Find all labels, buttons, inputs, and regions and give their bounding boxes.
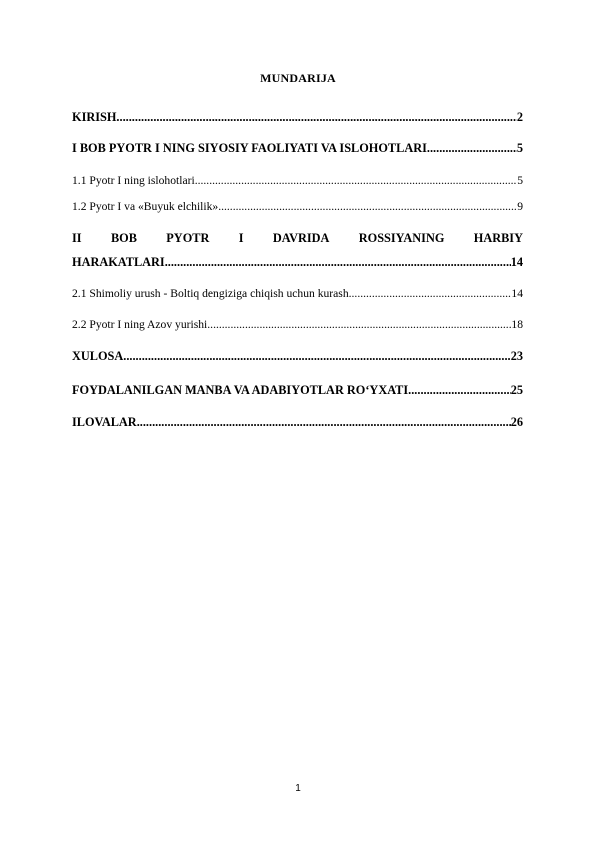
toc-entry-text: KIRISH [72, 110, 117, 124]
toc-word: HARBIY [473, 231, 523, 245]
toc-entry-text: I BOB PYOTR I NING SIYOSIY FAOLIYATI VA ISLOHOTLARI [72, 141, 427, 155]
toc-leader-dots [195, 174, 518, 187]
toc-entry-xulosa[interactable] [72, 349, 523, 364]
toc-entry-text: 2.1 Shimoliy urush - Boltiq dengiziga chiqish uchun kurash [72, 287, 349, 300]
toc-entry-references[interactable] [72, 383, 523, 398]
toc-leader-dots [137, 415, 511, 430]
toc-word: PYOTR [166, 231, 210, 245]
toc-word: DAVRIDA [272, 231, 330, 245]
toc-entry-text: 1.2 Pyotr I va «Buyuk elchilik» [72, 200, 219, 213]
toc-word: II [72, 231, 82, 245]
toc-word: BOB [110, 231, 137, 245]
toc-entry-text: XULOSA [72, 349, 124, 363]
page-title: MUNDARIJA [260, 71, 336, 85]
toc-leader-dots [349, 287, 512, 300]
toc-entry-chapter-2-line-2[interactable] [72, 255, 523, 270]
toc-leader-dots [165, 255, 511, 270]
toc-entry-text: FOYDALANILGAN MANBA VA ADABIYOTLAR RO‘YXATI [72, 383, 409, 397]
toc-entry-text: ILOVALAR [72, 415, 137, 429]
toc-entry-page: 14 [510, 255, 523, 269]
toc-entry-section-2-2[interactable] [72, 318, 523, 331]
toc-leader-dots [116, 110, 516, 125]
toc-entry-page: 9 [517, 200, 523, 213]
toc-entry-section-1-1[interactable] [72, 174, 523, 187]
toc-leader-dots [218, 200, 517, 213]
toc-entry-text: 2.2 Pyotr I ning Azov yurishi [72, 318, 208, 331]
toc-word: I [238, 231, 244, 245]
toc-entry-ilovalar[interactable] [72, 415, 523, 430]
toc-entry-page: 18 [511, 318, 523, 331]
toc-entry-page: 14 [511, 287, 523, 300]
toc-entry-section-2-1[interactable] [72, 287, 523, 300]
toc-entry-page: 5 [517, 174, 523, 187]
toc-entry-page: 26 [510, 415, 523, 429]
toc-entry-chapter-1[interactable] [72, 141, 523, 156]
toc-leader-dots [408, 383, 511, 398]
toc-entry-chapter-2-line-1[interactable] [72, 231, 523, 246]
toc-entry-kirish[interactable] [72, 110, 523, 125]
toc-entry-text: 1.1 Pyotr I ning islohotlari [72, 174, 195, 187]
page-number: 1 [295, 783, 301, 794]
toc-entry-text: HARAKATLARI [72, 255, 165, 269]
toc-leader-dots [123, 349, 510, 364]
toc-entry-page: 25 [510, 383, 523, 397]
toc-entry-section-1-2[interactable] [72, 200, 523, 213]
toc-entry-page: 23 [510, 349, 523, 363]
toc-leader-dots [427, 141, 517, 156]
toc-leader-dots [207, 318, 511, 331]
toc-word: ROSSIYANING [358, 231, 445, 245]
toc-entry-page: 2 [516, 110, 523, 124]
toc-entry-page: 5 [516, 141, 523, 155]
